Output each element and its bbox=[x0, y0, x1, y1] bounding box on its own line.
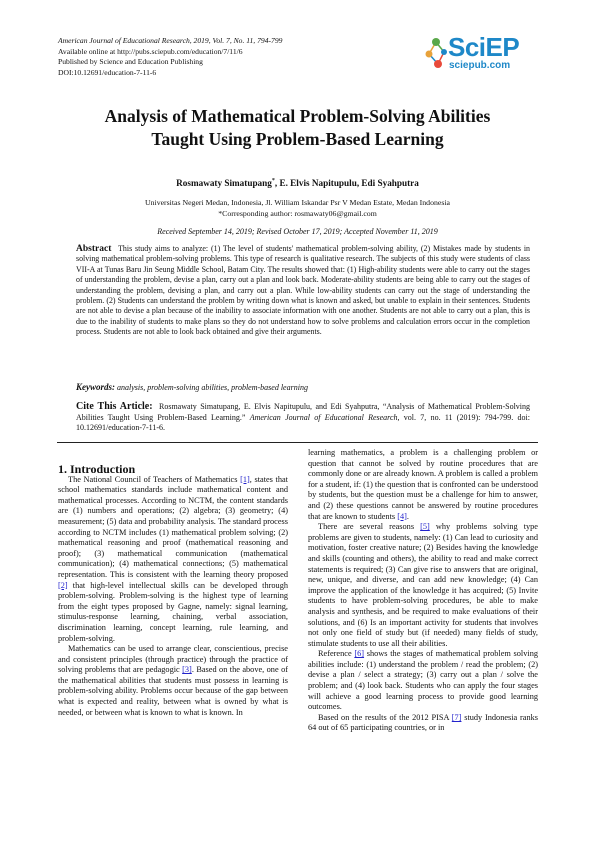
reference-link[interactable]: [4] bbox=[397, 511, 407, 521]
intro-paragraph-3: learning mathematics, a problem is a challenging problem or question that cannot be solved by routine procedures that are commonly done or are already known. A problem is called a problem for a student, if: (1) the question that is confronted can be understood by students, but the question must be a challenge for him to answer, and (2) these questions cannot be answered by routine procedures that are known to students [4]. bbox=[308, 448, 538, 521]
author-1: Rosmawaty Simatupang bbox=[176, 178, 272, 189]
right-column bbox=[308, 448, 538, 734]
other-authors: , E. Elvis Napitupulu, Edi Syahputra bbox=[274, 178, 419, 189]
reference-link[interactable]: [7] bbox=[451, 712, 462, 722]
keywords-heading: Keywords: bbox=[76, 382, 115, 392]
affiliation: Universitas Negeri Medan, Indonesia, Jl. William Iskandar Psr V Medan Estate, Medan Indonesia bbox=[145, 198, 450, 207]
molecule-icon bbox=[424, 34, 450, 74]
cite-text-1: Rosmawaty Simatupang, E. Elvis Napitupulu, and Edi Syahputra, “Analysis of Mathematical Problem-Solving Abilities Taught Using Problem-Based Learning.” bbox=[76, 402, 531, 422]
cite-journal-name: American Journal of Educational Research bbox=[249, 412, 398, 422]
title-line-1: Analysis of Mathematical Problem-Solving Abilities bbox=[104, 106, 491, 126]
publisher-line: Published by Science and Education Publishing bbox=[58, 57, 203, 67]
intro-paragraph-5: Reference [6] shows the stages of mathematical problem solving abilities include: (1) understand the problem / read the problem; (2) devise a plan / select a strategy; (3) carry out a plan / solve the problem; and (4) look back. Students who can apply the four stages will achieve a good learning process to provide good learning outcomes. bbox=[308, 649, 538, 712]
online-availability-line[interactable]: Available online at http://pubs.sciepub.com/education/7/11/6 bbox=[58, 46, 243, 56]
journal-citation-line: American Journal of Educational Research, 2019, Vol. 7, No. 11, 794-799 bbox=[58, 36, 283, 45]
title-line-2: Taught Using Problem-Based Learning bbox=[151, 129, 444, 149]
reference-link[interactable]: [3] bbox=[182, 665, 192, 675]
affiliation-block bbox=[40, 198, 555, 219]
intro-paragraph-2: Mathematics can be used to arrange clear, conscientious, precise and consistent principles (through practice) through the practice of solving problems that are pedagogic [3]. Based on the above, one of the mathematical abilities that students must possess in learning is problem-solving ability. Problems occur because of the gap between what is expected and reality, between what is owned by what is needed, or between what is known to what is known. In bbox=[58, 644, 288, 717]
keywords bbox=[76, 382, 530, 392]
reference-link[interactable]: [2] bbox=[58, 580, 68, 590]
doi-line: DOI:10.12691/education-7-11-6 bbox=[58, 67, 157, 77]
intro-paragraph-6: Based on the results of the 2012 PISA [7] study Indonesia ranks 64 out of 65 participating countries, or in bbox=[308, 712, 538, 733]
abstract-text: This study aims to analyze: (1) The level of students' mathematical problem-solving ability, (2) Mistakes made by students in solving mathematical problem-solving problems. This type of research is qualitative research. The subjects of this study were students of class VII-A at Tunas Baru Jin Seung Middle School, Batam City. The results showed that: (1) High-ability students were able to carry out the stages of understanding the problem, devise a plan, carry out a plan and look back. Moderate-ability students are being able to carry out the stages of understanding the problem, devising a plan, and carry out a plan. While low-ability students can carry out the stage of understanding the problem. (2) Students can understand the problem by writing down what is known and asked, but unable to explain in their sentences. Students are not able to devise a plan because of the inability to associate information with one another. Students are not able to carry out a plan, this is due to the inability of students to make plans so they do not understand how to solve problems and calculation errors occur in the completion process. Students are not able to look back obtained and give their arguments. bbox=[76, 244, 530, 337]
logo-brand-text: SciEP bbox=[448, 32, 520, 62]
section-divider bbox=[57, 442, 538, 443]
logo-url-text: sciepub.com bbox=[449, 60, 511, 71]
cite-text-2: , vol. 7, no. 11 (2019): 794-799. doi: 10.12691/education-7-11-6. bbox=[76, 412, 530, 432]
corresponding-author: *Corresponding author: rosmawaty06@gmail.com bbox=[218, 208, 377, 218]
reference-link[interactable]: [5] bbox=[420, 522, 430, 532]
introduction-heading: 1. Introduction bbox=[58, 462, 136, 476]
cite-heading: Cite This Article: bbox=[76, 401, 153, 412]
author-list bbox=[40, 178, 555, 188]
submission-dates: Received September 14, 2019; Revised October 17, 2019; Accepted November 11, 2019 bbox=[157, 227, 438, 236]
cite-this-article bbox=[76, 402, 530, 434]
abstract bbox=[76, 244, 530, 338]
paper-title bbox=[40, 105, 555, 151]
intro-paragraph-4: There are several reasons [5] why problems solving type problems are given to students, namely: (1) Can lead to curiosity and motivation, foster creative nature; (2) Besides having the knowledge and skills (counting and others), the ability to read and make correct statements is required; (3) Can give rise to answers that are original, new, unique, and diverse, and can add new knowledge; (4) Can improve the application of the knowledge it has acquired; (5) Invite students to have problem-solving procedures, be able to make analysis and synthesis, and be required to make evaluations of their solutions, and (6) Is an important activity for students that involves not only one field of study but (if needed) many fields of study, stimulate students to use all their abilities. bbox=[308, 522, 538, 648]
left-column bbox=[58, 464, 288, 718]
reference-link[interactable]: [6] bbox=[354, 649, 365, 659]
intro-paragraph-1: The National Council of Teachers of Mathematics [1], states that school mathematics standards include mathematical content and mathematical processes. According to NCTM, the content standards are (1) numbers and operations; (2) algebra; (3) geometry; (4) measurement; (5) data and probability analysis. The standard process according to NCTM includes (1) mathematical problem solving; (2) mathematical reasoning and proof (mathematical reasoning and proof); (3) mathematical communication (mathematical communication); (4) mathematical connections; (5) mathematical representation. This is consistent with the learning theory proposed [2] that high-level intellectual skills can be developed through problem-solving. Problem-solving is the highest type of learning from the eight types proposed by Gagne, namely: signal learning, stimulus-response learning, chaining, verbal association, discrimination learning, concept learning, rule learning, and problem-solving. bbox=[58, 474, 288, 643]
reference-link[interactable]: [1] bbox=[240, 474, 250, 484]
corresponding-mark: * bbox=[271, 178, 275, 184]
sciep-logo bbox=[424, 34, 536, 76]
abstract-heading: Abstract bbox=[76, 244, 112, 254]
keywords-text: analysis, problem-solving abilities, problem-based learning bbox=[117, 383, 308, 392]
article-metadata bbox=[58, 36, 282, 78]
